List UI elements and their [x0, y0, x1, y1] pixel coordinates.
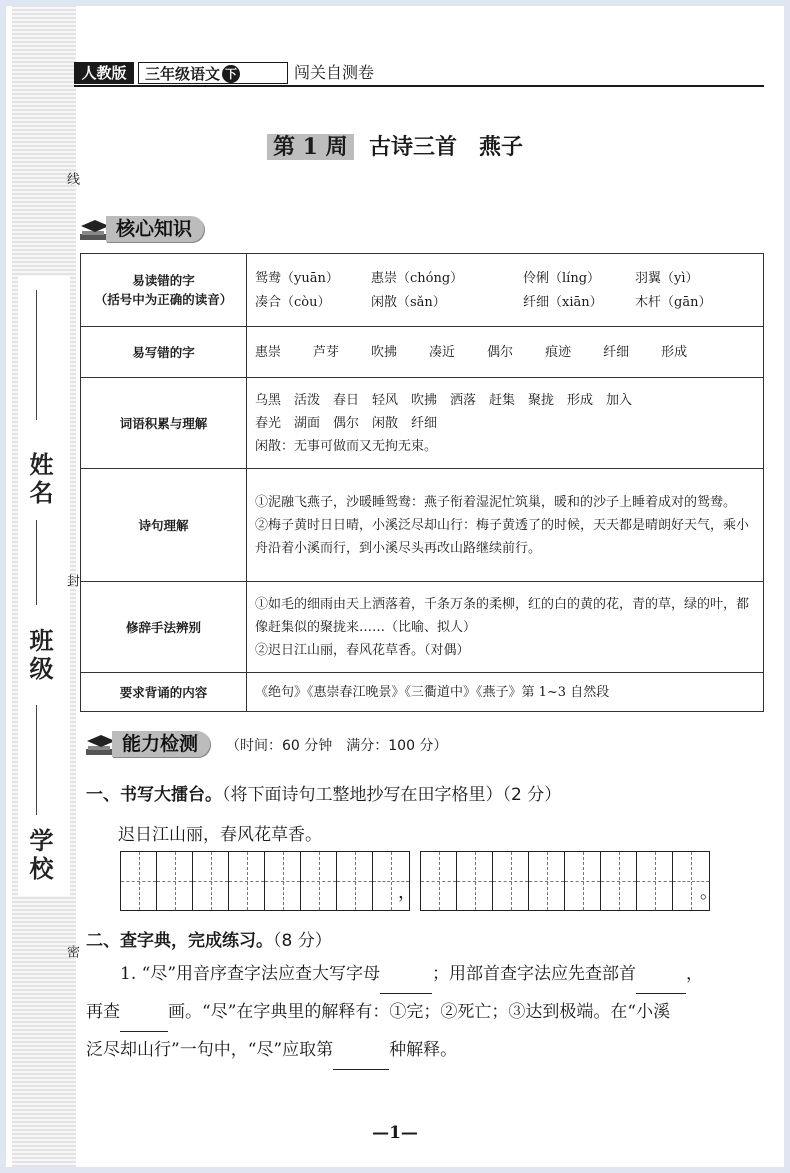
- pinyin-item: 羽翼（yì）: [635, 270, 699, 286]
- row-label-easy-write: 易写错的字: [81, 327, 247, 378]
- grid-cell[interactable]: [193, 852, 229, 910]
- q2-text: ，: [686, 964, 704, 984]
- pinyin-item: 惠崇（chóng）: [371, 270, 464, 286]
- page-header: [74, 60, 764, 86]
- question-1-title: [86, 780, 561, 805]
- poem-content: [247, 469, 764, 582]
- answer-blank-strokes[interactable]: [120, 993, 168, 1032]
- question-2-body-line3: [86, 1031, 776, 1070]
- rhetoric-item: ②迟日江山丽，春风花草香。（对偶）: [255, 642, 470, 658]
- easy-write-word: 形成: [661, 344, 688, 360]
- tianzige-grid-right[interactable]: [420, 851, 710, 911]
- grid-cell[interactable]: [565, 852, 601, 910]
- easy-read-content: [247, 254, 764, 327]
- class-label: 班级: [25, 628, 54, 684]
- question-2-body-line2: [86, 993, 776, 1032]
- page-number: —1—: [372, 1123, 418, 1143]
- grid-cell[interactable]: [529, 852, 565, 910]
- seal-line-top: [36, 520, 37, 605]
- row-label-recite: 要求背诵的内容: [81, 673, 247, 712]
- table-row: [81, 378, 764, 469]
- binding-line-mark: 线: [64, 172, 79, 185]
- easy-write-word: 芦芽: [313, 344, 340, 360]
- row-label-poem: 诗句理解: [81, 469, 247, 582]
- knowledge-table: [80, 253, 764, 712]
- vocab-content: [247, 378, 764, 469]
- row-label-easy-read: 易读错的字 （括号中为正确的读音）: [81, 254, 247, 327]
- q2-text: 种解释。: [389, 1040, 458, 1060]
- easy-write-word: 偶尔: [487, 344, 514, 360]
- core-knowledge-tag: [78, 216, 228, 244]
- pinyin-item: 凑合（còu）: [255, 294, 331, 310]
- answer-blank-letter[interactable]: [380, 955, 432, 994]
- rhetoric-item: ①如毛的细雨由天上洒落着，千条万条的柔柳，红的白的黄的花，青的草，绿的叶，都像赶集似的聚拢来……（比喻、拟人）: [255, 596, 750, 635]
- pinyin-item: 纤细（xiān）: [523, 294, 603, 310]
- page-title: [0, 128, 790, 163]
- grade-subject: [138, 62, 288, 84]
- grid-cell[interactable]: [637, 852, 673, 910]
- ability-test-tag: [84, 731, 504, 759]
- table-row: [81, 673, 764, 712]
- poem-explanation: ①泥融飞燕子，沙暖睡鸳鸯：燕子衔着湿泥忙筑巢，暖和的沙子上睡着成对的鸳鸯。: [255, 494, 737, 510]
- series-title: 闯关自测卷: [294, 63, 375, 82]
- answer-blank-radical[interactable]: [636, 955, 686, 994]
- copy-poem-line: 迟日江山丽，春风花草香。: [118, 825, 322, 845]
- question-2-body: [86, 955, 776, 994]
- q2-text: 再查: [86, 1002, 120, 1022]
- grid-cell[interactable]: [337, 852, 373, 910]
- grid-cell[interactable]: [493, 852, 529, 910]
- q1-note: （将下面诗句工整地抄写在田字格里）（2 分）: [222, 785, 562, 805]
- rhetoric-content: [247, 582, 764, 673]
- grid-cell[interactable]: [265, 852, 301, 910]
- q1-heading: 一、书写大擂台。: [86, 785, 222, 805]
- title-lesson: 古诗三首 燕子: [368, 135, 523, 160]
- volume-circle: 下: [222, 65, 240, 83]
- edition-badge: 人教版: [74, 62, 134, 84]
- easy-write-word: 吹拂: [371, 344, 398, 360]
- grid-cell[interactable]: [301, 852, 337, 910]
- q2-note: （8 分）: [273, 931, 332, 951]
- q2-text: 1. “尽”用音序查字法应查大写字母: [120, 964, 381, 984]
- name-blank-line: [36, 290, 37, 420]
- easy-write-word: 痕迹: [545, 344, 572, 360]
- answer-blank-meaning[interactable]: [333, 1031, 389, 1070]
- grid-period: 。: [700, 882, 718, 903]
- school-label: 学校: [25, 828, 54, 884]
- binding-seal-mark: 封: [64, 574, 79, 587]
- pinyin-item: 伶俐（líng）: [523, 270, 601, 286]
- poem-explanation: ②梅子黄时日日晴，小溪泛尽却山行：梅子黄透了的时候，天天都是晴朗好天气，乘小舟沿着小溪而行，到小溪尽头再改山路继续前行。: [255, 517, 750, 556]
- easy-write-word: 凑近: [429, 344, 456, 360]
- q2-text: ；用部首查字法应先查部首: [432, 964, 637, 984]
- grid-cell[interactable]: [457, 852, 493, 910]
- class-blank-line: [36, 705, 37, 815]
- binding-seal2-mark: 密: [64, 945, 79, 958]
- easy-write-content: [247, 327, 764, 378]
- vocab-definition: 闲散：无事可做而又无拘无束。: [255, 438, 438, 454]
- row-label-rhetoric: 修辞手法辨别: [81, 582, 247, 673]
- table-row: [81, 327, 764, 378]
- ability-test-heading: 能力检测: [112, 731, 210, 757]
- table-row: [81, 254, 764, 327]
- grid-cell[interactable]: [157, 852, 193, 910]
- q2-text: 泛尽却山行”一句中，“尽”应取第: [86, 1040, 334, 1060]
- table-row: [81, 582, 764, 673]
- q2-text: 画。“尽”在字典里的解释有：①完；②死亡；③达到极端。在“小溪: [168, 1002, 671, 1022]
- easy-write-word: 纤细: [603, 344, 630, 360]
- grade-subject-text: 三年级语文: [145, 65, 221, 83]
- easy-write-word: 惠崇: [255, 344, 282, 360]
- title-week: 第 1 周: [267, 134, 354, 160]
- vocab-line: 乌黑 活泼 春日 轻风 吹拂 洒落 赶集 聚拢 形成 加入: [255, 392, 633, 408]
- pinyin-item: 闲散（sǎn）: [371, 294, 446, 310]
- grid-cell[interactable]: [229, 852, 265, 910]
- question-2-title: [86, 926, 332, 951]
- grid-cell[interactable]: [421, 852, 457, 910]
- grid-cell[interactable]: [601, 852, 637, 910]
- test-time-info: （时间：60 分钟 满分：100 分）: [226, 738, 448, 754]
- pinyin-item: 鸳鸯（yuān）: [255, 270, 339, 286]
- table-row: [81, 469, 764, 582]
- header-rule: [74, 85, 764, 87]
- q2-heading: 二、查字典，完成练习。: [86, 931, 273, 951]
- recite-content: 《绝句》《惠崇春江晚景》《三衢道中》《燕子》第 1~3 自然段: [247, 673, 764, 712]
- core-knowledge-heading: 核心知识: [106, 216, 204, 242]
- row-label-vocab: 词语积累与理解: [81, 378, 247, 469]
- name-label: 姓名: [25, 452, 54, 508]
- grid-comma: ，: [398, 882, 416, 903]
- tianzige-grid-left[interactable]: [120, 851, 410, 911]
- grid-cell[interactable]: [121, 852, 157, 910]
- pinyin-item: 木杆（gān）: [635, 294, 712, 310]
- vocab-line: 春光 湖面 偶尔 闲散 纤细: [255, 415, 438, 431]
